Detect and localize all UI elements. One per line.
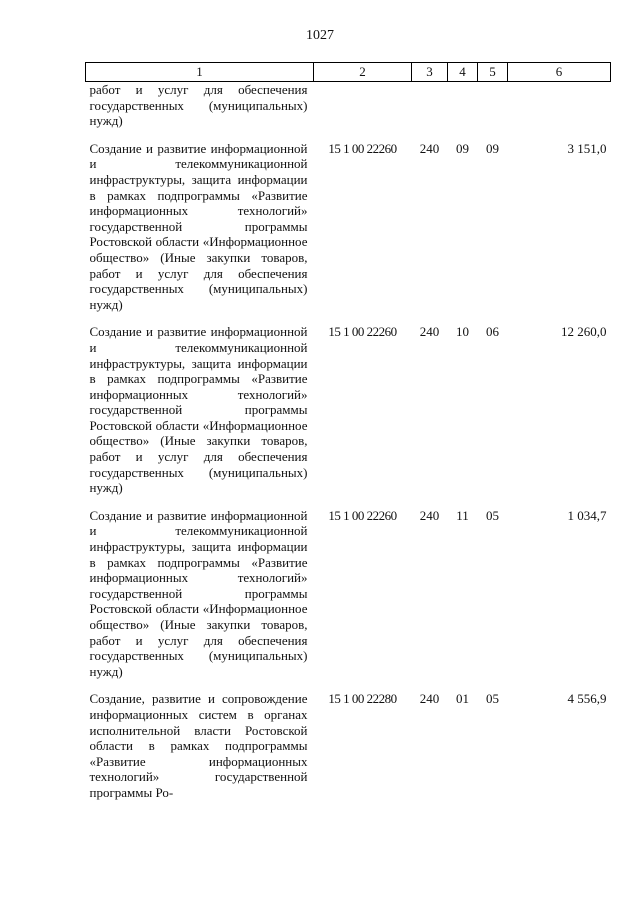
row-expense-type: 240 (419, 507, 440, 523)
row-description: Создание и развитие информационной и телекоммуникационной инфраструктуры, защита информации в рамках подпрограммы «Развитие информационных технологий» государственной программы Ростовской области «Информационное общество» (Иные закупки товаров, работ и услуг для обеспечения государственных (муниципальных) нужд) (89, 140, 308, 312)
row-target-article: 15 1 00 22260 (328, 140, 397, 156)
header-col-6: 6 (508, 63, 611, 82)
table-body (86, 82, 611, 813)
row-subsection: 05 (486, 691, 499, 707)
header-col-3: 3 (412, 63, 448, 82)
table-row (86, 691, 611, 812)
row-section: 10 (456, 324, 469, 340)
row-target-article: 15 1 00 22260 (328, 507, 397, 523)
row-amount: 3 151,0 (567, 140, 607, 156)
row-expense-type: 240 (419, 140, 440, 156)
row-expense-type: 240 (419, 691, 440, 707)
row-section: 09 (456, 140, 469, 156)
header-col-1: 1 (86, 63, 314, 82)
row-amount: 4 556,9 (567, 691, 607, 707)
table-row (86, 141, 611, 325)
table-row (86, 324, 611, 508)
row-subsection: 06 (486, 324, 499, 340)
row-expense-type: 240 (419, 324, 440, 340)
header-col-5: 5 (478, 63, 508, 82)
table-header (86, 63, 611, 82)
row-description: Создание и развитие информационной и телекоммуникационной инфраструктуры, защита информации в рамках подпрограммы «Развитие информационных технологий» государственной программы Ростовской области «Информационное общество» (Иные закупки товаров, работ и услуг для обеспечения государственных (муниципальных) нужд) (89, 507, 308, 679)
row-amount: 12 260,0 (561, 324, 607, 340)
header-col-4: 4 (448, 63, 478, 82)
header-row (86, 63, 611, 82)
header-col-2: 2 (314, 63, 412, 82)
row-target-article: 15 1 00 22260 (328, 324, 397, 340)
row-subsection: 05 (486, 507, 499, 523)
budget-table (85, 62, 611, 813)
row-description: Создание, развитие и сопровождение информационных систем в органах исполнительной власти Ростовской области в рамках подпрограммы «Развитие информационных технологий» государственной программы Ро- (89, 691, 308, 800)
page-number: 1027 (306, 28, 334, 43)
row-amount: 1 034,7 (567, 507, 607, 523)
row-section: 11 (456, 507, 469, 523)
row-target-article: 15 1 00 22280 (328, 691, 397, 707)
row-subsection: 09 (486, 140, 499, 156)
table-row (86, 508, 611, 692)
continuation-row (86, 82, 611, 141)
continuation-text: работ и услуг для обеспечения государственных (муниципальных) нужд) (89, 82, 308, 129)
row-section: 01 (456, 691, 469, 707)
row-description: Создание и развитие информационной и телекоммуникационной инфраструктуры, защита информации в рамках подпрограммы «Развитие информационных технологий» государственной программы Ростовской области «Информационное общество» (Иные закупки товаров, работ и услуг для обеспечения государственных (муниципальных) нужд) (89, 324, 308, 496)
